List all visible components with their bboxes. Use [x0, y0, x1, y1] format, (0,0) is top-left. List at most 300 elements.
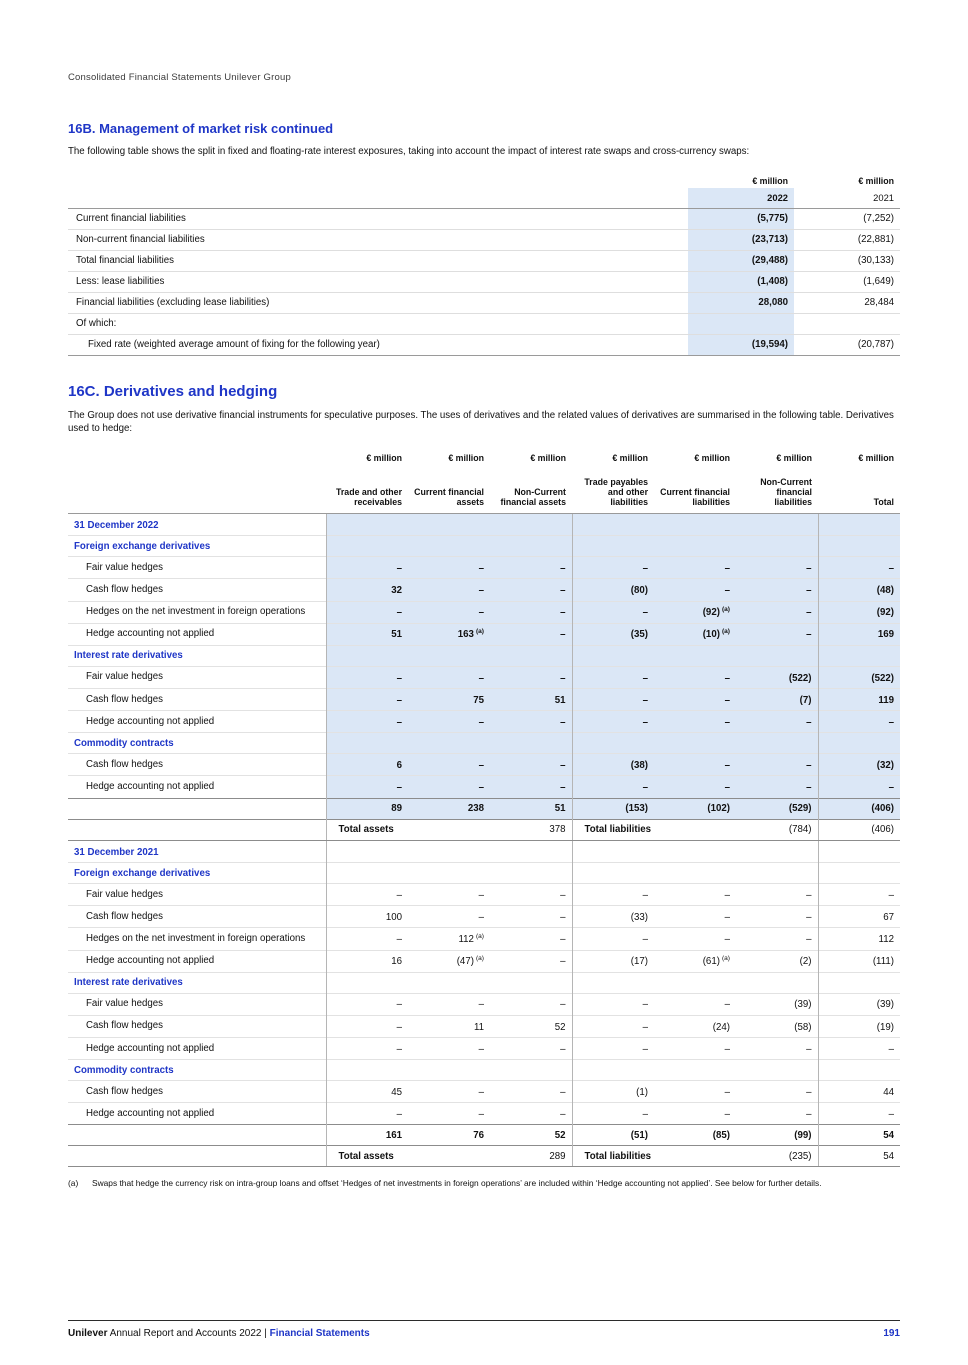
table-row	[68, 884, 900, 906]
table-row	[68, 754, 900, 776]
row-label: Hedge accounting not applied	[68, 711, 326, 733]
cell-empty	[572, 1060, 654, 1081]
cell-empty	[654, 1060, 736, 1081]
row-label: Of which:	[68, 313, 688, 334]
total-cell: (102)	[654, 798, 736, 819]
cell-value: (111)	[818, 950, 900, 972]
derivatives-table	[68, 449, 900, 1168]
cell-value: –	[326, 1015, 408, 1037]
cell-value: (38)	[572, 754, 654, 776]
cell-value: –	[818, 1038, 900, 1060]
cell-value: –	[326, 601, 408, 623]
unit-label: € million	[448, 453, 484, 464]
cell-value: (39)	[736, 993, 818, 1015]
cell-value: –	[326, 711, 408, 733]
cell-empty	[736, 1060, 818, 1081]
spacer-cell	[68, 1146, 326, 1167]
row-label: Financial liabilities (excluding lease liabilities)	[68, 292, 688, 313]
cell-value: 112	[818, 928, 900, 950]
cell-empty	[490, 1060, 572, 1081]
table-row	[68, 1125, 900, 1146]
cell-value: (1)	[572, 1081, 654, 1103]
table-row	[68, 928, 900, 950]
group-label: Interest rate derivatives	[68, 645, 326, 666]
cell-value: 32	[326, 579, 408, 601]
table-row	[68, 229, 900, 250]
total-cell: 54	[818, 1125, 900, 1146]
unit-label: € million	[694, 453, 730, 464]
cell-value: (22,881)	[794, 229, 900, 250]
cell-value: –	[736, 906, 818, 928]
footnote-ref: (a)	[721, 606, 730, 613]
cell-value: –	[490, 1038, 572, 1060]
cell-empty	[408, 733, 490, 754]
cell-empty	[572, 863, 654, 884]
cell-value	[654, 623, 736, 645]
cell-empty	[490, 733, 572, 754]
cell-value: –	[326, 689, 408, 711]
row-label: Hedges on the net investment in foreign operations	[68, 601, 326, 623]
cell-value: –	[736, 579, 818, 601]
total-cell: 52	[490, 1125, 572, 1146]
cell-empty	[736, 536, 818, 557]
cell-value: 16	[326, 950, 408, 972]
table-row	[68, 1146, 900, 1167]
cell-value: –	[490, 711, 572, 733]
cell-value: –	[490, 579, 572, 601]
total-cell: 89	[326, 798, 408, 819]
cell-value: (35)	[572, 623, 654, 645]
summary-liabilities-value: (784)	[736, 819, 818, 840]
cell-value: (1,408)	[688, 271, 794, 292]
total-cell: (99)	[736, 1125, 818, 1146]
footnote-marker: (a)	[68, 1178, 79, 1189]
row-label: Cash flow hedges	[68, 906, 326, 928]
row-label: Fair value hedges	[68, 884, 326, 906]
table-row	[68, 993, 900, 1015]
table-row	[68, 579, 900, 601]
unit-label: € million	[752, 175, 788, 186]
spacer-cell	[68, 1125, 326, 1146]
cell-value-text: (61)	[702, 956, 720, 968]
cell-empty	[572, 645, 654, 666]
cell-value: –	[572, 776, 654, 798]
cell-value: –	[572, 689, 654, 711]
cell-empty	[736, 972, 818, 993]
table-row	[68, 798, 900, 819]
row-label: Hedge accounting not applied	[68, 950, 326, 972]
cell-empty	[818, 733, 900, 754]
table-row	[68, 536, 900, 557]
cell-value: –	[490, 1081, 572, 1103]
summary-liabilities-value: (235)	[736, 1146, 818, 1167]
cell-value: (7)	[736, 689, 818, 711]
summary-total-value: 54	[818, 1146, 900, 1167]
cell-value: –	[818, 557, 900, 579]
table-row	[68, 250, 900, 271]
cell-value: –	[490, 1103, 572, 1125]
cell-value: –	[408, 776, 490, 798]
cell-value: –	[326, 993, 408, 1015]
cell-empty	[572, 733, 654, 754]
cell-empty	[326, 863, 408, 884]
cell-value: (23,713)	[688, 229, 794, 250]
table-row	[68, 1081, 900, 1103]
cell-value: (24)	[654, 1015, 736, 1037]
cell-value: 6	[326, 754, 408, 776]
cell-value: –	[490, 557, 572, 579]
row-label: Total financial liabilities	[68, 250, 688, 271]
table-row	[68, 557, 900, 579]
table-row	[68, 950, 900, 972]
cell-value: –	[408, 1038, 490, 1060]
row-label: Current financial liabilities	[76, 213, 186, 225]
cell-empty	[572, 513, 654, 536]
cell-empty	[818, 840, 900, 863]
cell-value: –	[736, 776, 818, 798]
cell-empty	[736, 645, 818, 666]
total-cell: (406)	[818, 798, 900, 819]
cell-value: –	[654, 1103, 736, 1125]
cell-value: (30,133)	[794, 250, 900, 271]
cell-empty	[326, 513, 408, 536]
cell-value: –	[408, 711, 490, 733]
table-row	[68, 208, 900, 229]
spacer-cell	[68, 188, 688, 209]
total-cell: (153)	[572, 798, 654, 819]
cell-empty	[572, 972, 654, 993]
cell-empty	[490, 840, 572, 863]
table-row	[68, 776, 900, 798]
cell-value: (29,488)	[688, 250, 794, 271]
cell-value: 169	[818, 623, 900, 645]
cell-value: –	[326, 776, 408, 798]
unit-row	[68, 171, 900, 188]
cell-empty	[818, 513, 900, 536]
cell-value: (20,787)	[794, 334, 900, 355]
derivatives-table-head	[68, 449, 900, 514]
footnote-ref: (a)	[721, 628, 730, 636]
table-row	[68, 623, 900, 645]
cell-value: –	[490, 623, 572, 645]
cell-value: 45	[326, 1081, 408, 1103]
cell-value: –	[654, 928, 736, 950]
cell-value: 67	[818, 906, 900, 928]
cell-empty	[408, 863, 490, 884]
cell-value: –	[490, 950, 572, 972]
cell-value: –	[326, 1103, 408, 1125]
cell-empty	[818, 972, 900, 993]
table-row	[68, 271, 900, 292]
row-label: Cash flow hedges	[68, 1015, 326, 1037]
row-label: Cash flow hedges	[68, 579, 326, 601]
cell-value: –	[654, 666, 736, 688]
cell-value	[408, 928, 490, 950]
cell-value: (5,775)	[688, 208, 794, 229]
section-16b-intro: The following table shows the split in fixed and floating-rate interest exposures, taking into account the impact of interest rate swaps and cross-currency swaps:	[68, 146, 750, 157]
row-label: Fixed rate (weighted average amount of fixing for the following year)	[68, 334, 688, 355]
cell-value: –	[408, 579, 490, 601]
cell-value: 119	[818, 689, 900, 711]
cell-empty	[736, 513, 818, 536]
cell-value: –	[654, 993, 736, 1015]
summary-assets-value: 289	[490, 1146, 572, 1167]
cell-value	[654, 601, 736, 623]
cell-value: –	[654, 579, 736, 601]
cell-value: 51	[490, 689, 572, 711]
cell-value: –	[490, 601, 572, 623]
table-row	[68, 1103, 900, 1125]
summary-assets-label: Total assets	[326, 1146, 490, 1167]
cell-empty	[326, 972, 408, 993]
row-label: Less: lease liabilities	[68, 271, 688, 292]
cell-empty	[408, 1060, 490, 1081]
cell-value: (19)	[818, 1015, 900, 1037]
cell-value: –	[572, 601, 654, 623]
cell-value: 28,484	[794, 292, 900, 313]
group-label: Commodity contracts	[68, 733, 326, 754]
cell-value: 28,080	[688, 292, 794, 313]
cell-empty	[326, 1060, 408, 1081]
cell-value	[688, 313, 794, 334]
unit-label: € million	[530, 453, 566, 464]
cell-value: –	[818, 884, 900, 906]
cell-empty	[408, 972, 490, 993]
cell-value: (32)	[818, 754, 900, 776]
table-row	[68, 840, 900, 863]
table-row	[68, 666, 900, 688]
total-cell: (529)	[736, 798, 818, 819]
cell-value: (80)	[572, 579, 654, 601]
unit-label: € million	[858, 175, 894, 186]
cell-value: –	[490, 776, 572, 798]
summary-liabilities-label: Total liabilities	[572, 1146, 736, 1167]
row-label: Cash flow hedges	[68, 754, 326, 776]
cell-empty	[736, 863, 818, 884]
row-label: Fair value hedges	[68, 666, 326, 688]
cell-empty	[818, 536, 900, 557]
cell-value	[654, 950, 736, 972]
cell-value: –	[408, 601, 490, 623]
cell-empty	[326, 536, 408, 557]
cell-value: –	[408, 557, 490, 579]
cell-empty	[818, 863, 900, 884]
cell-value: –	[490, 884, 572, 906]
group-label: Foreign exchange derivatives	[68, 863, 326, 884]
spacer-cell	[68, 798, 326, 819]
cell-empty	[572, 536, 654, 557]
cell-value: (48)	[818, 579, 900, 601]
cell-value: (92)	[818, 601, 900, 623]
cell-value	[408, 623, 490, 645]
row-label: Hedge accounting not applied	[68, 1038, 326, 1060]
table-row	[68, 313, 900, 334]
market-risk-table	[68, 171, 900, 356]
row-label: Hedge accounting not applied	[68, 1103, 326, 1125]
table-row	[68, 1015, 900, 1037]
cell-value: –	[654, 884, 736, 906]
group-label: Foreign exchange derivatives	[68, 536, 326, 557]
cell-empty	[408, 513, 490, 536]
cell-value: –	[326, 557, 408, 579]
unit-label: € million	[776, 453, 812, 464]
row-label: Non-current financial liabilities	[68, 229, 688, 250]
table-row	[68, 972, 900, 993]
cell-value: –	[572, 557, 654, 579]
cell-value: –	[408, 666, 490, 688]
table-row	[68, 689, 900, 711]
cell-value: 75	[408, 689, 490, 711]
year-label: 2021	[794, 188, 900, 209]
cell-value: –	[572, 1103, 654, 1125]
total-cell: 161	[326, 1125, 408, 1146]
row-label: Fair value hedges	[68, 557, 326, 579]
cell-value: 52	[490, 1015, 572, 1037]
cell-value: –	[490, 928, 572, 950]
cell-value: –	[654, 711, 736, 733]
column-header: Current financial assets	[408, 472, 490, 513]
summary-liabilities-label: Total liabilities	[572, 819, 736, 840]
section-label: 31 December 2022	[74, 519, 159, 531]
cell-value: –	[654, 1081, 736, 1103]
cell-value: (522)	[736, 666, 818, 688]
table-row	[68, 334, 900, 355]
table-row	[68, 863, 900, 884]
column-header: Non-Current financial assets	[490, 472, 572, 513]
cell-value: (522)	[818, 666, 900, 688]
footnote-ref: (a)	[475, 628, 484, 636]
unit-label: € million	[858, 453, 894, 464]
cell-value-text: (92)	[702, 607, 720, 619]
cell-empty	[490, 536, 572, 557]
total-cell: 76	[408, 1125, 490, 1146]
market-risk-table-head	[68, 171, 900, 208]
table-row	[68, 292, 900, 313]
cell-empty	[654, 863, 736, 884]
row-label: Hedge accounting not applied	[68, 623, 326, 645]
cell-value: –	[572, 993, 654, 1015]
row-label: Fair value hedges	[68, 993, 326, 1015]
footer-report-title: Annual Report and Accounts 2022 |	[107, 1328, 270, 1339]
cell-value: –	[654, 1038, 736, 1060]
cell-value: –	[326, 884, 408, 906]
unit-label: € million	[366, 453, 402, 464]
cell-value: –	[736, 1081, 818, 1103]
footer-left	[68, 1328, 370, 1339]
column-header: Total	[818, 472, 900, 513]
cell-value: 100	[326, 906, 408, 928]
cell-empty	[572, 840, 654, 863]
cell-value: –	[736, 754, 818, 776]
column-header: Trade payables and other liabilities	[572, 472, 654, 513]
cell-value	[794, 313, 900, 334]
cell-empty	[736, 840, 818, 863]
section-16c-intro: The Group does not use derivative financial instruments for speculative purposes. The uses of derivatives and the related values of derivatives are summarised in the following table. Derivatives used to hedge:	[68, 409, 894, 435]
cell-empty	[654, 536, 736, 557]
cell-value: –	[490, 666, 572, 688]
cell-empty	[654, 972, 736, 993]
group-label: Interest rate derivatives	[68, 972, 326, 993]
cell-value: –	[654, 557, 736, 579]
cell-empty	[326, 733, 408, 754]
cell-value: –	[818, 776, 900, 798]
cell-empty	[654, 513, 736, 536]
cell-value: (1,649)	[794, 271, 900, 292]
cell-value: –	[654, 689, 736, 711]
summary-assets-value: 378	[490, 819, 572, 840]
cell-value: –	[490, 906, 572, 928]
cell-value: –	[408, 993, 490, 1015]
cell-value: –	[736, 623, 818, 645]
cell-value: –	[572, 928, 654, 950]
cell-value: –	[326, 1038, 408, 1060]
cell-empty	[408, 840, 490, 863]
row-label: Hedge accounting not applied	[68, 776, 326, 798]
cell-value: –	[736, 884, 818, 906]
cell-empty	[490, 645, 572, 666]
summary-total-value: (406)	[818, 819, 900, 840]
derivatives-table-body	[68, 513, 900, 1167]
cell-empty	[326, 645, 408, 666]
footnote-ref: (a)	[721, 955, 730, 963]
row-label: Cash flow hedges	[68, 689, 326, 711]
cell-empty	[818, 645, 900, 666]
footnote	[68, 1178, 900, 1190]
column-header: Current financial liabilities	[654, 472, 736, 513]
market-risk-table-body	[68, 208, 900, 355]
spacer-cell	[68, 171, 688, 188]
cell-value: 51	[326, 623, 408, 645]
cell-empty	[408, 536, 490, 557]
cell-empty	[490, 972, 572, 993]
section-label: 31 December 2021	[68, 840, 326, 863]
cell-empty	[654, 645, 736, 666]
table-row	[68, 513, 900, 536]
spacer-cell	[68, 449, 326, 473]
cell-value: –	[654, 906, 736, 928]
cell-value: –	[654, 776, 736, 798]
cell-value: –	[736, 1038, 818, 1060]
cell-value: –	[572, 666, 654, 688]
cell-value: –	[736, 557, 818, 579]
cell-value: –	[736, 601, 818, 623]
cell-value	[408, 950, 490, 972]
cell-value: –	[736, 1103, 818, 1125]
footnote-ref: (a)	[475, 955, 484, 963]
table-row	[68, 733, 900, 754]
cell-value-text: 112	[458, 934, 474, 946]
total-cell: (51)	[572, 1125, 654, 1146]
cell-value: (2)	[736, 950, 818, 972]
row-label: Hedges on the net investment in foreign operations	[68, 928, 326, 950]
year-label: 2022	[688, 188, 794, 209]
cell-value: –	[572, 1015, 654, 1037]
section-16c-title: 16C. Derivatives and hedging	[68, 382, 278, 400]
cell-value: –	[490, 754, 572, 776]
total-cell: 238	[408, 798, 490, 819]
spacer-cell	[68, 819, 326, 840]
cell-value: (19,594)	[688, 334, 794, 355]
section-16b-title: 16B. Management of market risk continued	[68, 121, 334, 136]
total-cell: (85)	[654, 1125, 736, 1146]
cell-empty	[326, 840, 408, 863]
summary-assets-label: Total assets	[326, 819, 490, 840]
row-label: Cash flow hedges	[68, 1081, 326, 1103]
cell-value-text: 163	[457, 629, 474, 641]
cell-value-text: (47)	[456, 956, 474, 968]
cell-value: (58)	[736, 1015, 818, 1037]
cell-empty	[490, 513, 572, 536]
